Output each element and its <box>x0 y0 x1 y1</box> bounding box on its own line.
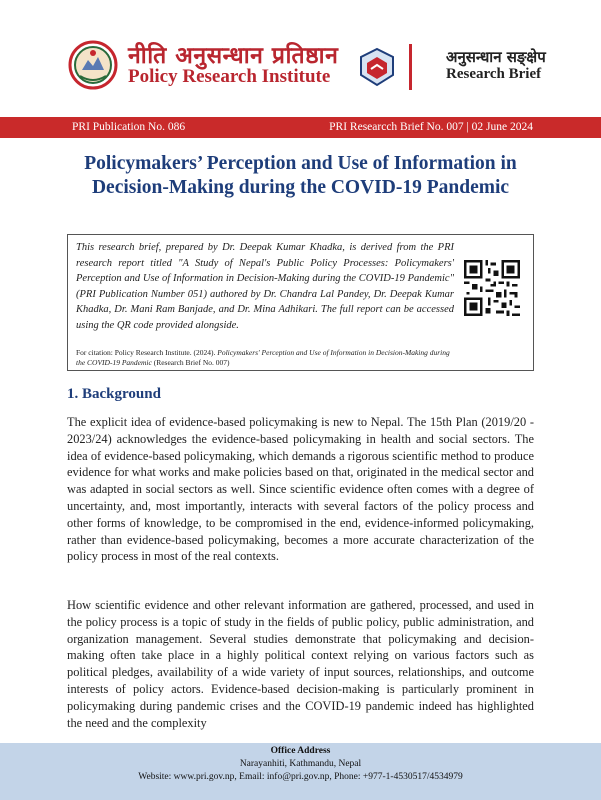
citation-prefix: For citation: Policy Research Institute. (2024). <box>76 348 216 357</box>
info-box-text: This research brief, prepared by Dr. Deepak Kumar Khadka, is derived from the PRI research report titled "A Study of Nepal's Public Policy Processes: Policymakers' Perception and Use of Information in Decision-Making during the COVID-19 Pandemic"(PRI Publication Number 051) authored by Dr. Chandra Lal Pandey, Dr. Deepak Kumar Khadka, Dr. Mani Ram Banjade, and Dr. Mina Adhikari. The full report can be accessed using the QR code provided alongside. <box>76 242 454 331</box>
citation-suffix: (Research Brief No. 007) <box>153 358 230 367</box>
background-paragraph-1: The explicit idea of evidence-based policymaking is new to Nepal. The 15th Plan (2019/20 - 2023/24) acknowledges the evidence-based policymaking in health and social sectors. The idea of evidence-based policymaking, which demands a rigorous scientific method to produce evidence for what works and make policies based on that, originated in the medical sector and was adapted in social sectors as well. Since scientific evidence often comes with a degree of uncertainty, and, most importantly, interacts with several factors of the policy process and other forms of knowledge, to be compromised in the end, evidence-informed policymaking, rather than evidence-based policymaking, becomes a more accurate characterization of the policy process in most of the real contexts. <box>67 415 534 564</box>
page-header <box>0 0 601 117</box>
brief-type-english: Research Brief <box>446 66 542 82</box>
footer-contact: Website: www.pri.gov.np, Email: info@pri.gov.np, Phone: +977-1-4530517/4534979 <box>138 772 463 782</box>
page-footer <box>0 743 601 800</box>
publication-bar <box>0 117 601 138</box>
org-name-nepali: नीति अनुसन्धान प्रतिष्ठान <box>128 43 339 69</box>
header-divider <box>409 44 412 90</box>
citation <box>76 348 456 368</box>
footer-title: Office Address <box>270 746 331 756</box>
publication-number: PRI Publication No. 086 <box>72 121 186 133</box>
background-paragraph-2: How scientific evidence and other relevant information are gathered, processed, and used in the policy process is a topic of study in the fields of public policy, public administration, and organization management. Several studies demonstrate that policymaking and decision-making often take place in a highly political context relying on various factors such as political pledges, availability of a wide variety of input sources, relationships, and outcome interests of policy actors. Evidence-based decision-making is particularly prominent in policymaking during pandemic crises and the COVID-19 pandemic indeed has highlighted the need and the complexity <box>67 598 534 730</box>
brief-type-nepali: अनुसन्धान सङ्क्षेप <box>446 48 546 66</box>
brief-number-date: PRI Researcch Brief No. 007 | 02 June 2024 <box>329 121 533 133</box>
citation-title: Policymakers' Perception and Use of Information in Decision-Making during the COVID-19 Pandemic <box>76 348 450 367</box>
nepal-emblem-icon <box>68 40 118 90</box>
document-title: Policymakers’ Perception and Use of Information in Decision-Making during the COVID-19 Pandemic <box>84 153 517 198</box>
footer-address: Narayanhiti, Kathmandu, Nepal <box>239 759 362 769</box>
info-box <box>67 234 534 371</box>
org-name-english: Policy Research Institute <box>128 66 331 87</box>
pri-logo-icon <box>357 47 397 87</box>
qr-code-icon[interactable] <box>464 260 520 316</box>
section-heading-background: 1. Background <box>67 386 161 402</box>
